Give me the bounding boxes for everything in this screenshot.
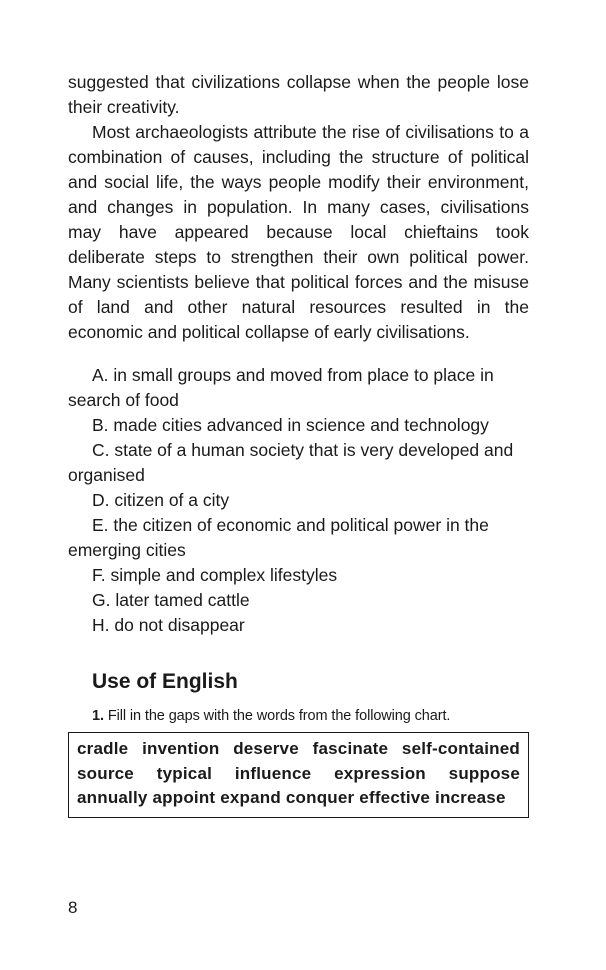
task-instruction — [92, 706, 529, 726]
word-box-word: suppose — [448, 763, 520, 783]
paragraph-1: suggested that civilizations collapse when the people lose their creativity. — [68, 72, 529, 117]
word-box-word: effective — [359, 788, 431, 807]
task-text: Fill in the gaps with the words from the following chart. — [107, 708, 451, 724]
word-box-word: increase — [435, 788, 506, 807]
word-box-word: deserve — [233, 739, 299, 758]
option-g: G. later tamed cattle — [92, 590, 250, 610]
option-c: C. state of a human society that is very developed and organised — [68, 440, 514, 485]
word-box-word: conquer — [285, 788, 355, 807]
word-box-word: expand — [220, 788, 281, 807]
word-box-word: source — [77, 763, 134, 783]
word-box — [68, 732, 529, 818]
page-number: 8 — [68, 898, 78, 917]
section-title: Use of English — [92, 670, 238, 693]
paragraph-2: Most archaeologists attribute the rise of civilisations to a combination of causes, including the structure of political and social life, the ways people modify their environment, and changes in population. In many cases, civilisations may have appeared because local chieftains took deliberate steps to strengthen their own political power. Many scientists believe that political forces and the misuse of land and other natural resources resulted in the economic and political collapse of early civilisations. — [68, 122, 529, 342]
word-box-word: influence — [234, 763, 312, 783]
word-box-word: typical — [156, 763, 213, 783]
word-box-word: fascinate — [312, 739, 389, 758]
option-d: D. citizen of a city — [92, 490, 230, 510]
option-a: A. in small groups and moved from place to place in search of food — [68, 365, 494, 410]
options-list — [68, 363, 529, 638]
option-f: F. simple and complex lifestyles — [92, 565, 338, 585]
spacer — [68, 345, 529, 363]
word-box-word: appoint — [152, 788, 216, 807]
word-box-word: invention — [142, 739, 220, 758]
page-content — [68, 70, 529, 818]
word-box-word: cradle — [77, 739, 129, 758]
option-h: H. do not disappear — [92, 615, 245, 635]
task-number: 1. — [92, 708, 104, 724]
word-box-word: annually — [77, 788, 148, 807]
word-box-word: self-contained — [401, 739, 520, 758]
word-box-word: expression — [334, 763, 426, 783]
option-e: E. the citizen of economic and political power in the emerging cities — [68, 515, 489, 560]
option-b: B. made cities advanced in science and technology — [92, 415, 489, 435]
